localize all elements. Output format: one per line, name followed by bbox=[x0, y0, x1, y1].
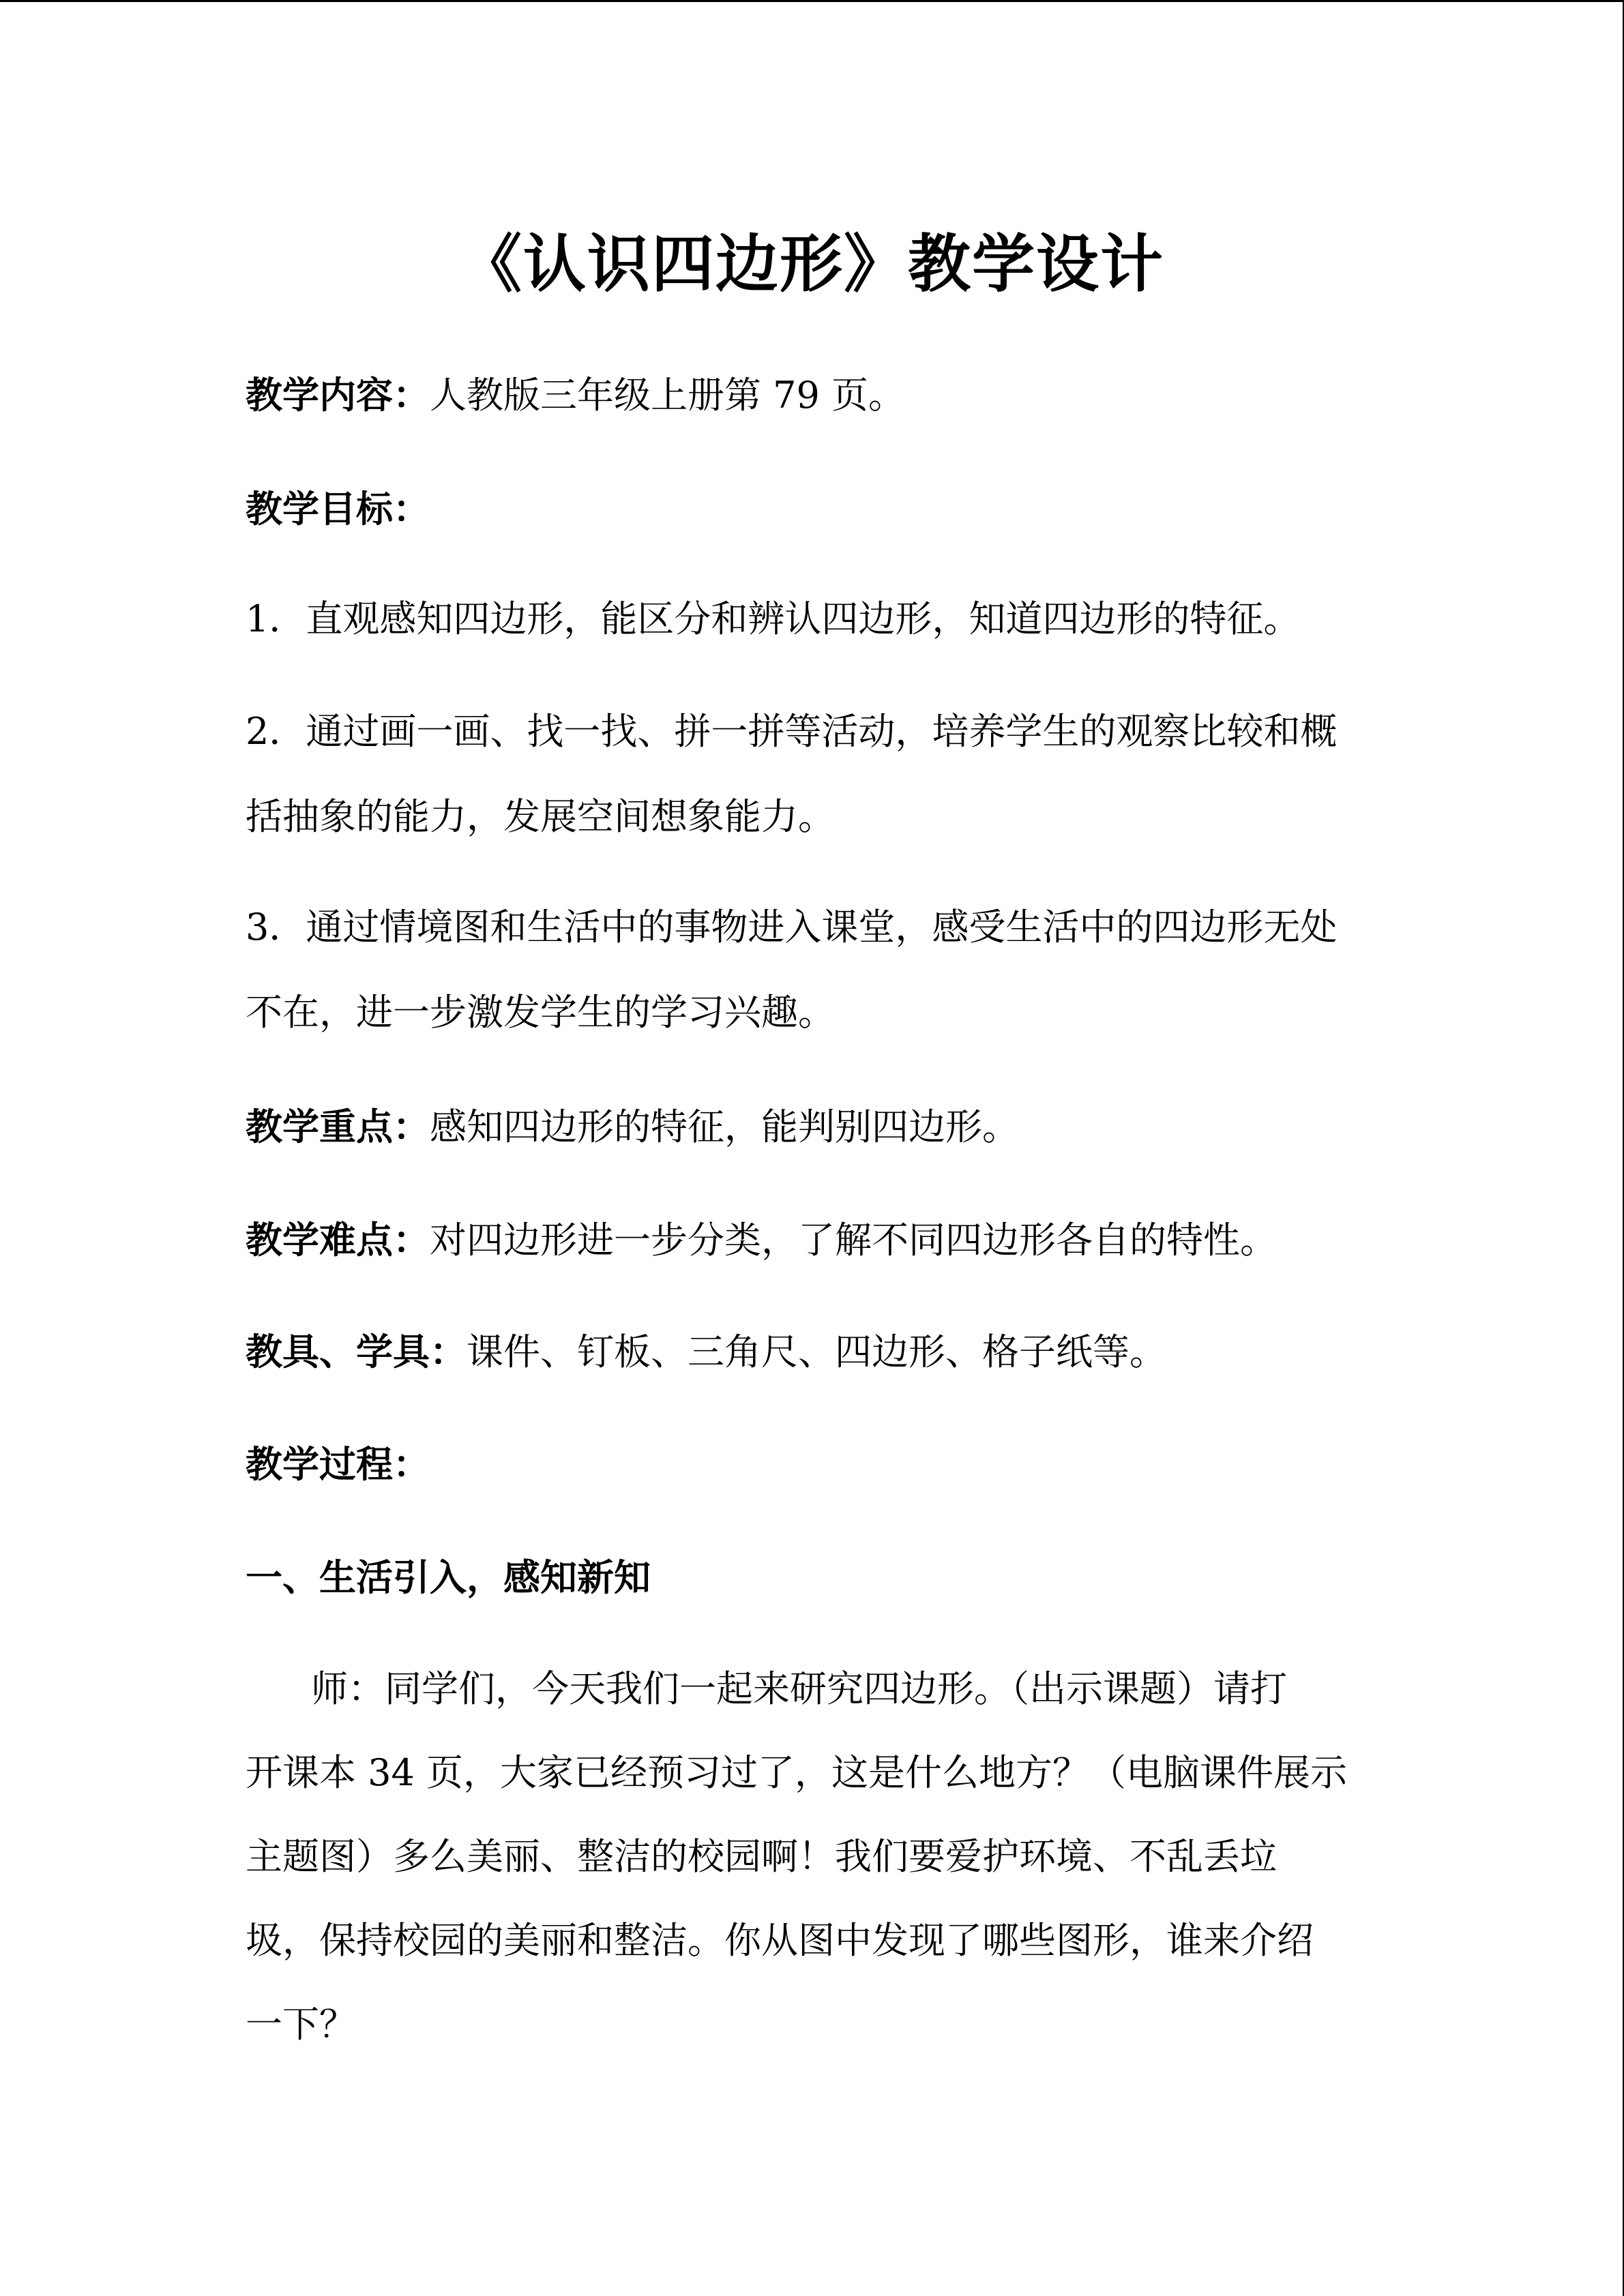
teaching-content-text: 人教版三年级上册第 79 页。 bbox=[430, 374, 906, 417]
section-1-line-5: 一下？ bbox=[246, 2003, 356, 2046]
section-1-line-4: 圾，保持校园的美丽和整洁。你从图中发现了哪些图形，谁来介绍 bbox=[246, 1919, 1314, 1962]
key-point-label: 教学重点： bbox=[246, 1105, 430, 1148]
section-1-line-1: 师：同学们，今天我们一起来研究四边形。（出示课题）请打 bbox=[311, 1667, 1287, 1710]
difficulty-label: 教学难点： bbox=[246, 1219, 430, 1262]
difficulty-text: 对四边形进一步分类，了解不同四边形各自的特性。 bbox=[430, 1219, 1277, 1262]
process-label: 教学过程： bbox=[246, 1443, 430, 1486]
teaching-objectives-line bbox=[246, 482, 1391, 537]
tools-line bbox=[246, 1325, 1391, 1380]
tools-label: 教具、学具： bbox=[246, 1330, 467, 1373]
objective-3-line-2: 不在，进一步激发学生的学习兴趣。 bbox=[246, 991, 835, 1034]
page-top-border bbox=[0, 0, 1624, 2]
objective-2-line-1: 2．通过画一画、找一找、拼一拼等活动，培养学生的观察比较和概 bbox=[246, 710, 1338, 753]
section-1-line-2: 开课本 34 页，大家已经预习过了，这是什么地方？（电脑课件展示 bbox=[246, 1751, 1348, 1794]
tools-text: 课件、钉板、三角尺、四边形、格子纸等。 bbox=[467, 1330, 1166, 1373]
difficulty-line bbox=[246, 1213, 1391, 1268]
objective-2-line-2: 括抽象的能力，发展空间想象能力。 bbox=[246, 795, 835, 838]
section-1-line-3: 主题图）多么美丽、整洁的校园啊！我们要爱护环境、不乱丢垃 bbox=[246, 1835, 1277, 1878]
key-point-text: 感知四边形的特征，能判别四边形。 bbox=[430, 1105, 1019, 1148]
process-line bbox=[246, 1437, 1391, 1492]
section-1-heading: 一、生活引入，感知新知 bbox=[246, 1556, 651, 1599]
teaching-content-line bbox=[246, 368, 1391, 423]
teaching-content-label: 教学内容： bbox=[246, 374, 430, 417]
document-title: 《认识四边形》教学设计 bbox=[458, 228, 1164, 301]
teaching-objectives-label: 教学目标： bbox=[246, 488, 430, 531]
objective-1-line-1: 1．直观感知四边形，能区分和辨认四边形，知道四边形的特征。 bbox=[246, 597, 1301, 640]
key-point-line bbox=[246, 1100, 1391, 1154]
objective-3-line-1: 3．通过情境图和生活中的事物进入课堂，感受生活中的四边形无处 bbox=[246, 906, 1338, 949]
